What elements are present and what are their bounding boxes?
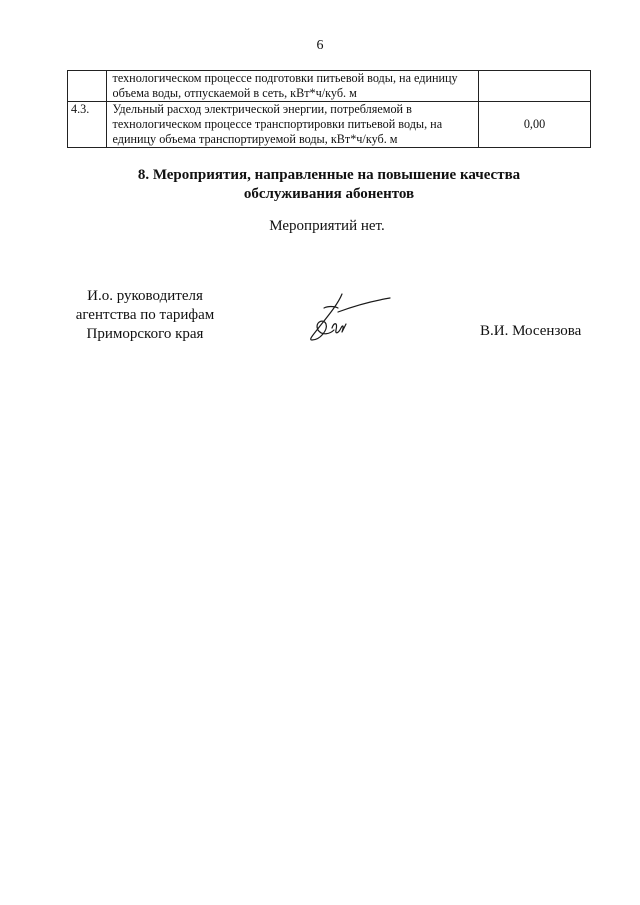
signer-title-line: агентства по тарифам xyxy=(75,307,215,323)
row-value: 0,00 xyxy=(478,102,590,148)
signer-title xyxy=(45,287,245,344)
signer-title-line: Приморского края xyxy=(86,326,204,342)
row-value xyxy=(478,71,590,102)
section-heading-line: обслуживания абонентов xyxy=(243,186,415,202)
indicators-table xyxy=(67,70,591,148)
signer-title-line: И.о. руководителя xyxy=(87,288,203,304)
table-row xyxy=(68,71,591,102)
page-number: 6 xyxy=(316,38,324,53)
row-description: технологическом процессе подготовки питьевой воды, на единицу объема воды, отпускаемой в сеть, кВт*ч/куб. м xyxy=(106,71,478,102)
handwritten-signature xyxy=(298,290,394,346)
table-row xyxy=(68,102,591,148)
row-number: 4.3. xyxy=(68,102,107,148)
section-heading xyxy=(0,166,640,204)
row-description: Удельный расход электрической энергии, потребляемой в технологическом процессе транспортировки питьевой воды, на единицу объема транспортируемой воды, кВт*ч/куб. м xyxy=(106,102,478,148)
no-measures-text: Мероприятий нет. xyxy=(269,218,385,234)
section-heading-line: 8. Мероприятия, направленные на повышение качества xyxy=(137,167,521,183)
signer-name: В.И. Мосензова xyxy=(480,323,582,339)
row-number xyxy=(68,71,107,102)
